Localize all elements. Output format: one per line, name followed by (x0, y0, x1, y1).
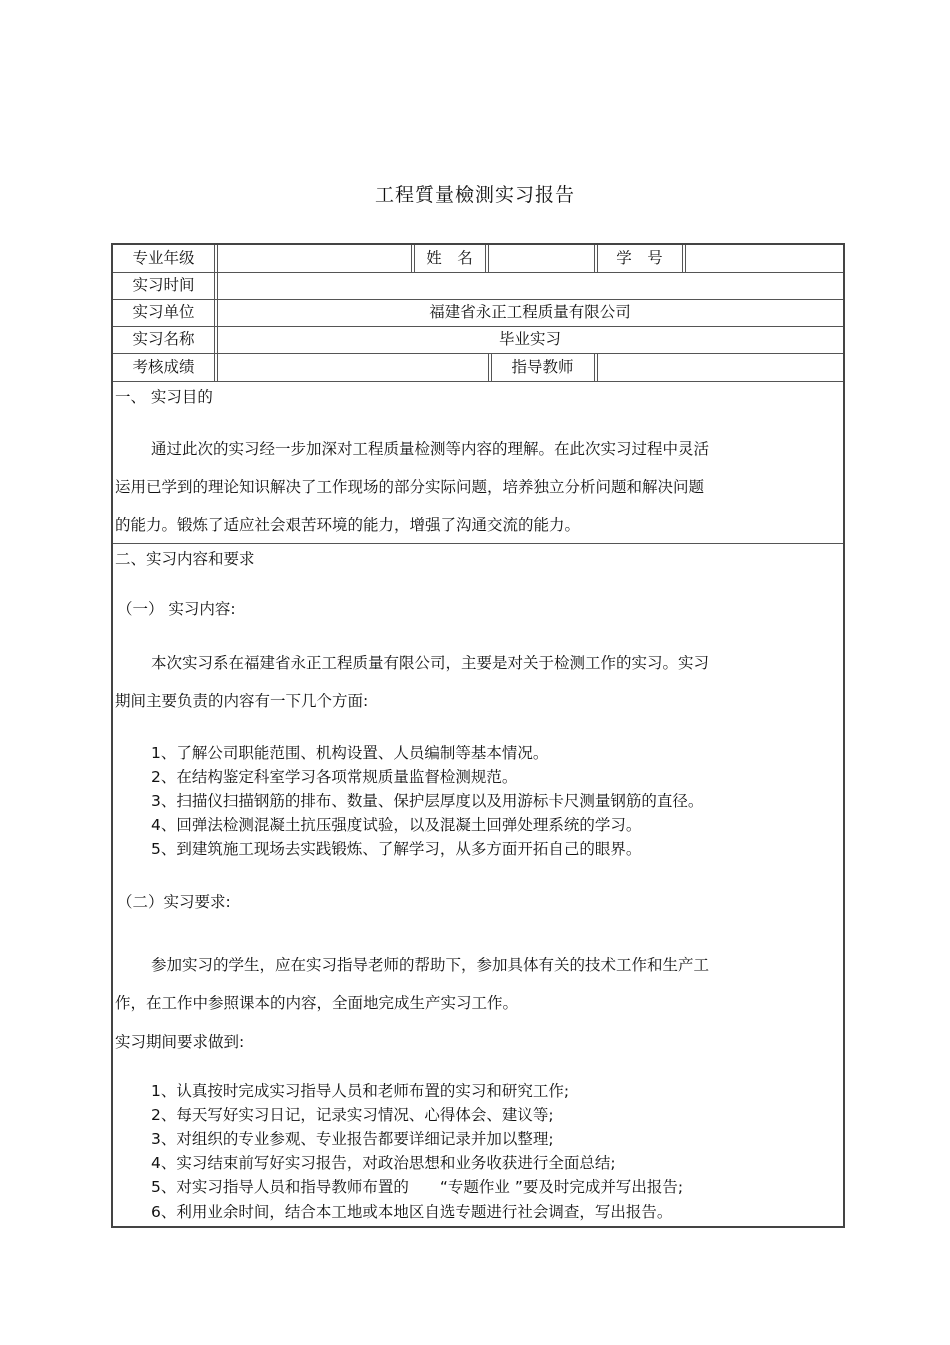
sub1-heading: （一） 实习内容: (117, 600, 236, 618)
content-item: 4、回弹法检测混凝土抗压强度试验，以及混凝土回弹处理系统的学习。 (151, 816, 642, 834)
report-form (111, 243, 845, 1228)
intro-line: 本次实习系在福建省永正工程质量有限公司，主要是对关于检测工作的实习。实习 (151, 654, 710, 672)
content-item: 2、在结构鉴定科室学习各项常规质量监督检测规范。 (151, 768, 518, 786)
time-label: 实习时间 (132, 276, 195, 294)
col-divider (411, 245, 412, 272)
row-divider (113, 353, 843, 354)
col-divider (597, 353, 598, 381)
row-divider (113, 381, 843, 382)
page-title: 工程質量檢測实习报告 (374, 184, 575, 206)
content-item: 1、了解公司职能范围、机构设置、人员编制等基本情况。 (151, 744, 549, 762)
req-item: 4、实习结束前写好实习报告，对政治思想和业务收获进行全面总结; (151, 1154, 616, 1172)
col-divider (594, 245, 595, 272)
req-item: 6、利用业余时间，结合本工地或本地区自选专题进行社会调查，写出报告。 (151, 1203, 673, 1221)
section1-line: 运用已学到的理论知识解决了工作现场的部分实际问题，培养独立分析问题和解决问题 (115, 478, 705, 496)
grade-label: 考核成绩 (132, 358, 195, 376)
content-item: 5、到建筑施工现场去实践锻炼、了解学习，从多方面开拓自己的眼界。 (151, 840, 642, 858)
sub2-heading: （二）实习要求: (117, 893, 231, 911)
major-label: 专业年级 (132, 249, 195, 267)
row-divider (113, 272, 843, 273)
advisor-label: 指导教师 (511, 358, 574, 376)
req-item: 2、每天写好实习日记，记录实习情况、心得体会、建议等; (151, 1106, 554, 1124)
practice-name-label: 实习名称 (132, 330, 195, 348)
req-line: 参加实习的学生，应在实习指导老师的帮助下，参加具体有关的技术工作和生产工 (151, 956, 710, 974)
col-divider (214, 245, 215, 381)
section1-line: 通过此次的实习经一步加深对工程质量检测等内容的理解。在此次实习过程中灵活 (151, 440, 710, 458)
req-item: 1、认真按时完成实习指导人员和老师布置的实习和研究工作; (151, 1082, 570, 1100)
req-intro: 实习期间要求做到: (115, 1033, 245, 1051)
col-divider (594, 353, 595, 381)
req-item: 5、对实习指导人员和指导教师布置的 “专题作业 ”要及时完成并写出报告; (151, 1178, 684, 1196)
col-divider (682, 245, 683, 272)
col-divider (488, 245, 489, 272)
req-line: 作，在工作中参照课本的内容，全面地完成生产实习工作。 (115, 994, 519, 1012)
practice-name-value: 毕业实习 (498, 330, 561, 348)
col-divider (685, 245, 686, 272)
col-divider (485, 245, 486, 272)
col-divider (488, 353, 489, 381)
name-label: 姓 名 (426, 249, 473, 267)
section1-line: 的能力。锻炼了适应社会艰苦环境的能力，增强了沟通交流的能力。 (115, 516, 581, 534)
intro-line: 期间主要负责的内容有一下几个方面: (115, 692, 369, 710)
content-item: 3、扫描仪扫描钢筋的排布、数量、保护层厚度以及用游标卡尺测量钢筋的直径。 (151, 792, 704, 810)
section1-heading: 一、 实习目的 (115, 388, 213, 406)
unit-label: 实习单位 (132, 303, 195, 321)
section2-heading: 二、实习内容和要求 (115, 550, 255, 568)
student-id-label: 学 号 (616, 249, 663, 267)
unit-value: 福建省永正工程质量有限公司 (429, 303, 631, 321)
req-item: 3、对组织的专业参观、专业报告都要详细记录并加以整理; (151, 1130, 554, 1148)
